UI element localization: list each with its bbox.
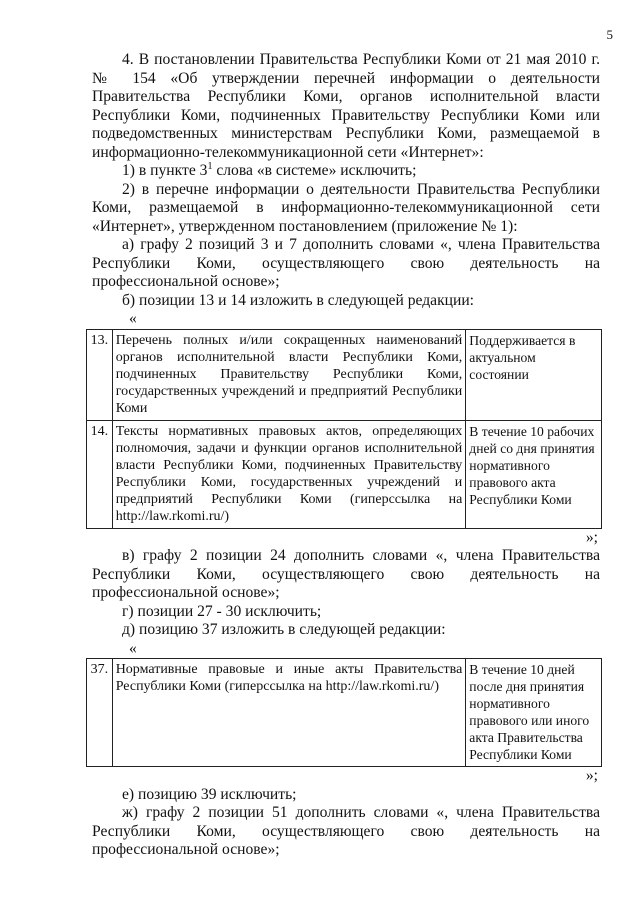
item-b: б) позиции 13 и 14 изложить в следующей редакции: xyxy=(122,291,475,309)
item-2: 2) в перечне информации о деятельности Правительства Республики Коми, размещаемой в информационно-телекоммуникационной сети «Интернет», утвержденном постановлением (приложение № 1): xyxy=(92,180,600,235)
item-v: в) графу 2 позиции 24 дополнить словами «, члена Правительства Республики Коми, осуществляющего свою деятельность на профессиональной основе»; xyxy=(92,547,600,601)
table-cell-text: Тексты нормативных правовых актов, определяющих полномочия, задачи и функции органов исполнительной власти Республики Коми, подчиненных Правительству Республики Коми, государственных учреждений и предприятий Республики Коми (гиперссылка на http://law.rkomi.ru/) xyxy=(112,420,466,528)
table-cell-term: В течение 10 рабочих дней со дня принятия нормативного правового акта Республики Коми xyxy=(466,420,602,528)
table-cell-number: 13. xyxy=(87,329,113,420)
item-1-superscript: 1 xyxy=(207,160,213,172)
table-row xyxy=(87,659,602,767)
quote-close-2: »; xyxy=(585,767,598,784)
positions-table-13-14 xyxy=(86,329,602,529)
table-cell-text: Перечень полных и/или сокращенных наименований органов исполнительной власти Республики Коми, подчиненных Правительству Республики Коми, государственных учреждений и предприятий Республики Коми xyxy=(112,329,466,420)
table-cell-term: Поддерживается в актуальном состоянии xyxy=(466,329,602,420)
quote-open-1: « xyxy=(129,310,137,327)
page-number: 5 xyxy=(606,27,613,42)
document-body xyxy=(92,51,600,860)
item-d: д) позицию 37 изложить в следующей редакции: xyxy=(122,621,446,638)
item-g: г) позиции 27 - 30 исключить; xyxy=(122,602,322,620)
table-row xyxy=(87,329,602,420)
table-cell-number: 37. xyxy=(87,659,113,767)
item-1 xyxy=(92,162,600,181)
table-cell-text: Нормативные правовые и иные акты Правительства Республики Коми (гиперссылка на http://law.rkomi.ru/) xyxy=(112,659,466,767)
table-cell-term: В течение 10 дней после дня принятия нормативного правового или иного акта Правительства Республики Коми xyxy=(466,659,602,767)
positions-table-37 xyxy=(86,658,602,767)
quote-open-2: « xyxy=(129,639,137,657)
item-1-after: слова «в системе» исключить; xyxy=(212,162,417,179)
item-zh: ж) графу 2 позиции 51 дополнить словами «, члена Правительства Республики Коми, осуществляющего свою деятельность на профессиональной основе»; xyxy=(92,804,600,858)
table-cell-number: 14. xyxy=(87,420,113,528)
item-a: а) графу 2 позиций 3 и 7 дополнить словами «, члена Правительства Республики Коми, осуществляющего свою деятельность на профессиональной основе»; xyxy=(92,236,600,290)
item-1-before: 1) в пункте 3 xyxy=(122,162,208,179)
item-e: е) позицию 39 исключить; xyxy=(122,785,297,803)
table-row xyxy=(87,420,602,528)
quote-close-1: »; xyxy=(585,528,598,546)
paragraph-4: 4. В постановлении Правительства Республики Коми от 21 мая 2010 г. № 154 «Об утверждении перечней информации о деятельности Правительства Республики Коми, органов исполнительной власти Республики Коми, подчиненных Правительству Республики Коми или подведомственных министерствам Республики Коми, размещаемой в информационно-телекоммуникационной сети «Интернет»: xyxy=(92,51,600,161)
